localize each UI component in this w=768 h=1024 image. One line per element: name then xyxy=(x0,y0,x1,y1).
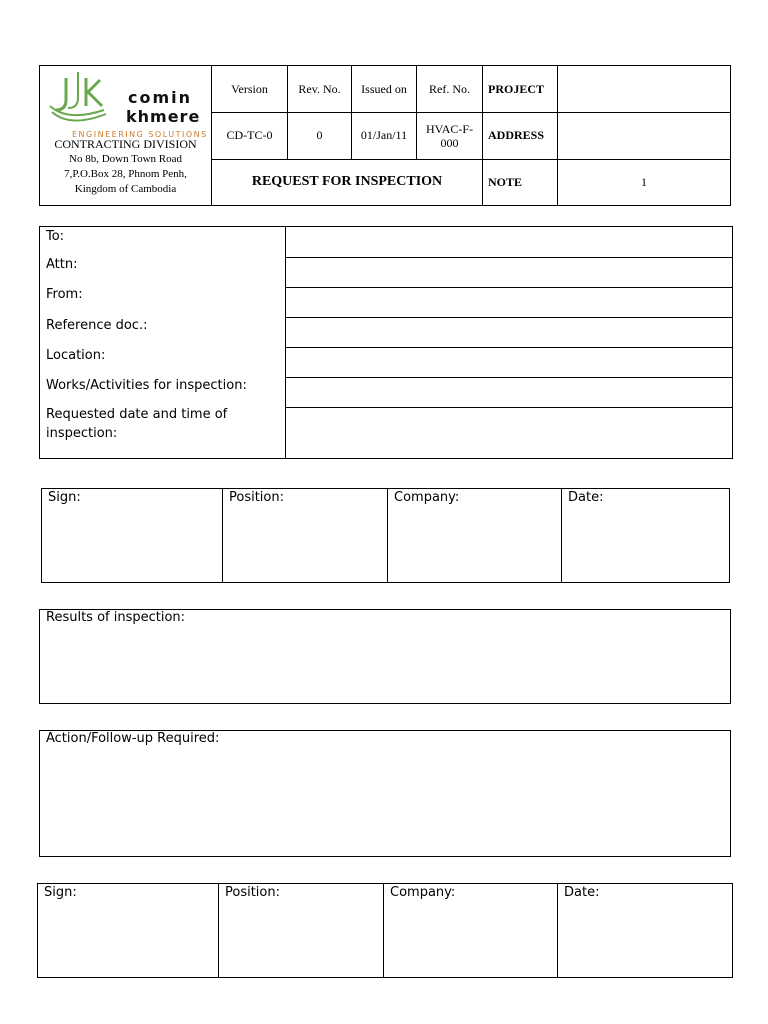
to-field[interactable] xyxy=(286,227,732,258)
rev-value: 0 xyxy=(288,113,352,159)
address-label: ADDRESS xyxy=(483,113,558,159)
rev-label: Rev. No. xyxy=(288,66,352,113)
sign-block-2 xyxy=(37,883,733,978)
inspection-details xyxy=(39,226,733,459)
requested-date-field[interactable] xyxy=(286,408,732,456)
address-line: No 8b, Down Town Road xyxy=(69,153,182,165)
version-label: Version xyxy=(212,66,288,113)
company-logo xyxy=(48,70,208,139)
version-value: CD-TC-0 xyxy=(212,113,288,159)
note-value: 1 xyxy=(558,159,731,205)
company-division: CONTRACTING DIVISION xyxy=(54,137,197,151)
from-field[interactable] xyxy=(286,288,732,318)
document-header xyxy=(39,65,731,206)
sign-field[interactable]: Sign: xyxy=(42,489,223,582)
logo-word-khmere: khmere xyxy=(126,107,201,126)
ref-value: HVAC-F-000 xyxy=(417,113,483,159)
details-labels xyxy=(40,227,286,458)
sign-block-1 xyxy=(41,488,730,583)
action-box[interactable] xyxy=(39,730,731,857)
logo-tagline: ENGINEERING SOLUTIONS xyxy=(72,130,208,139)
works-field[interactable] xyxy=(286,378,732,408)
issued-value: 01/Jan/11 xyxy=(352,113,417,159)
from-label: From: xyxy=(46,287,83,302)
works-label: Works/Activities for inspection: xyxy=(46,378,247,393)
company-block xyxy=(40,66,212,206)
reference-doc-field[interactable] xyxy=(286,318,732,348)
requested-date-label: Requested date and time of inspection: xyxy=(46,407,228,441)
project-value[interactable] xyxy=(558,66,731,113)
company-field[interactable]: Company: xyxy=(384,884,558,977)
position-field[interactable]: Position: xyxy=(223,489,388,582)
to-label: To: xyxy=(46,229,65,244)
project-label: PROJECT xyxy=(483,66,558,113)
ref-label: Ref. No. xyxy=(417,66,483,113)
logo-mark-icon xyxy=(48,70,128,128)
attn-label: Attn: xyxy=(46,257,78,272)
results-box[interactable] xyxy=(39,609,731,704)
address-line: 7,P.O.Box 28, Phnom Penh, xyxy=(64,168,187,180)
address-value[interactable] xyxy=(558,113,731,159)
company-address xyxy=(40,152,211,197)
company-field[interactable]: Company: xyxy=(388,489,562,582)
note-label: NOTE xyxy=(483,159,558,205)
action-label: Action/Follow-up Required: xyxy=(46,731,220,746)
issued-label: Issued on xyxy=(352,66,417,113)
sign-field[interactable]: Sign: xyxy=(38,884,219,977)
document-title: REQUEST FOR INSPECTION xyxy=(212,159,483,205)
date-field[interactable]: Date: xyxy=(564,885,600,900)
logo-word-comin: comin xyxy=(128,88,193,107)
results-label: Results of inspection: xyxy=(46,610,186,625)
reference-doc-label: Reference doc.: xyxy=(46,318,148,333)
date-field[interactable]: Date: xyxy=(568,490,604,505)
location-label: Location: xyxy=(46,348,106,363)
address-line: Kingdom of Cambodia xyxy=(74,183,177,195)
location-field[interactable] xyxy=(286,348,732,378)
position-field[interactable]: Position: xyxy=(219,884,384,977)
attn-field[interactable] xyxy=(286,258,732,288)
